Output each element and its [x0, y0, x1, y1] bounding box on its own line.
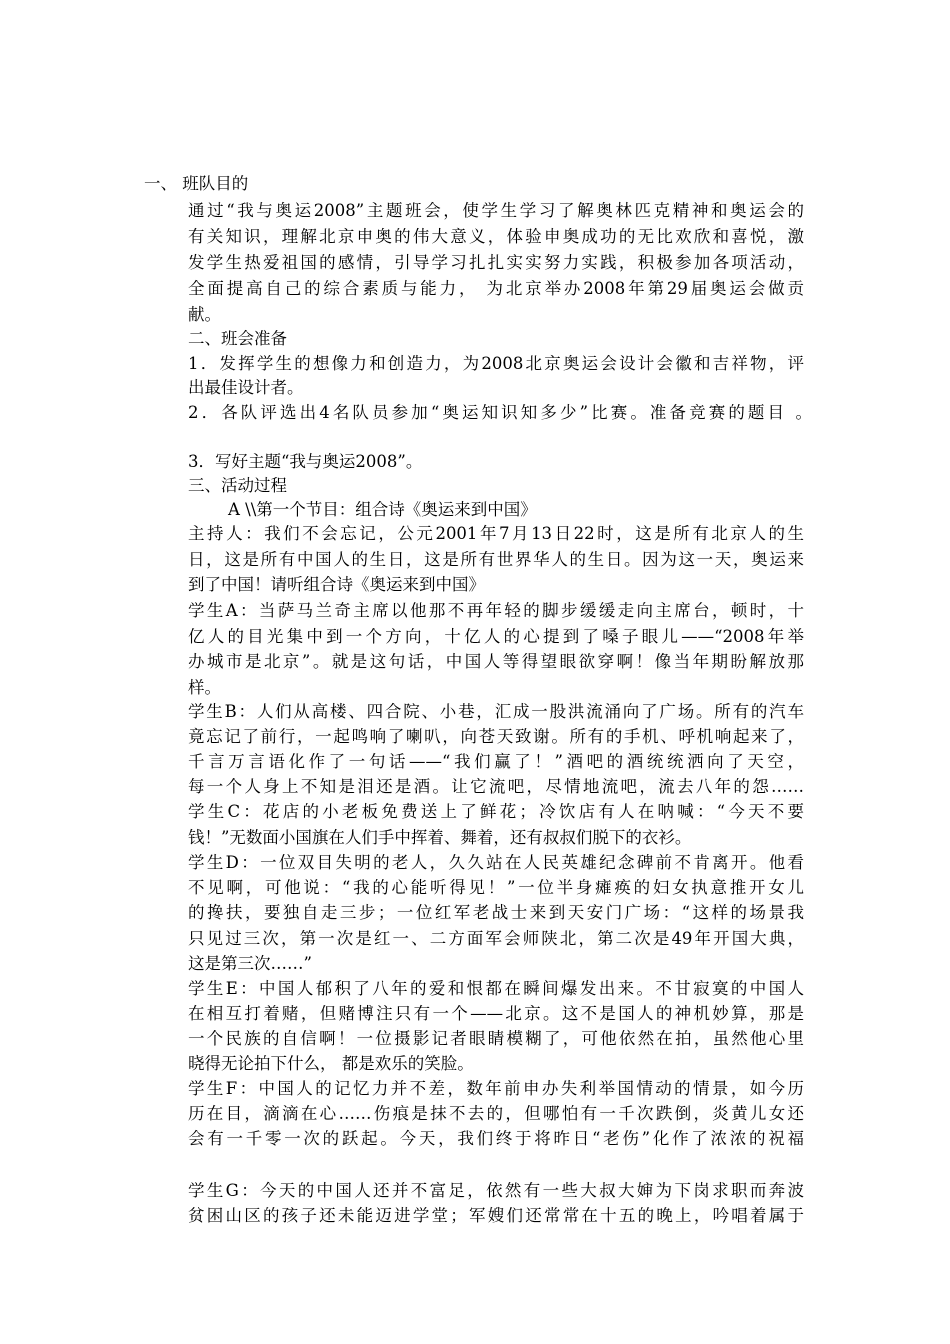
paragraph-line: 主持人：我们不会忘记，公元2001年7月13日22时，这是所有北京人的生 [188, 524, 804, 543]
section-2-heading: 二、班会准备 [188, 329, 287, 348]
paragraph-line: 办城市是北京”。就是这句话，中国人等得望眼欲穿啊！像当年期盼解放那 [188, 652, 804, 671]
paragraph-line: 亿人的目光集中到一个方向，十亿人的心提到了嗓子眼儿——“2008年举 [188, 627, 804, 646]
paragraph-line: 只见过三次，第一次是红一、二方面军会师陕北，第二次是49年开国大典， [188, 929, 804, 948]
paragraph-line: 学生B：人们从高楼、四合院、小巷，汇成一股洪流涌向了广场。所有的汽车 [188, 702, 804, 721]
paragraph-line: 学生E：中国人郁积了八年的爱和恨都在瞬间爆发出来。不甘寂寞的中国人 [188, 979, 804, 998]
paragraph-line: 样。 [188, 678, 221, 697]
paragraph-line: 钱！”无数面小国旗在人们手中挥着、舞着，还有叔叔们脱下的衣衫。 [188, 828, 692, 847]
paragraph-line: 1．发挥学生的想像力和创造力，为2008北京奥运会设计会徽和吉祥物，评 [188, 354, 804, 373]
paragraph-line: 出最佳设计者。 [188, 378, 304, 397]
paragraph-line: 会有一千零一次的跃起。今天，我们终于将昨日“老伤”化作了浓浓的祝福 [188, 1129, 804, 1148]
paragraph-line: 发学生热爱祖国的感情，引导学习扎扎实实努力实践，积极参加各项活动， [188, 253, 804, 272]
paragraph-line: 千言万言语化作了一句话——“我们赢了！”酒吧的酒统统洒向了天空， [188, 752, 804, 771]
paragraph-line: 学生D：一位双目失明的老人，久久站在人民英雄纪念碑前不肯离开。他看 [188, 853, 804, 872]
paragraph-line: 在相互打着赌，但赌博注只有一个——北京。这不是国人的神机妙算，那是 [188, 1004, 804, 1023]
paragraph-line: 晓得无论拍下什么， 都是欢乐的笑脸。 [188, 1054, 474, 1073]
paragraph-line: 贫困山区的孩子还未能迈进学堂；军嫂们还常常在十五的晚上，吟唱着属于 [188, 1206, 804, 1225]
paragraph-line: 献。 [188, 305, 221, 324]
paragraph-line: 日，这是所有中国人的生日，这是所有世界华人的生日。因为这一天，奥运来 [188, 550, 804, 569]
paragraph-line: 学生C：花店的小老板免费送上了鲜花；冷饮店有人在呐喊：“今天不要 [188, 802, 804, 821]
paragraph-line: 通过“我与奥运2008”主题班会，使学生学习了解奥林匹克精神和奥运会的 [188, 201, 804, 220]
paragraph-line: 有关知识，理解北京申奥的伟大意义，体验申奥成功的无比欢欣和喜悦，激 [188, 227, 804, 246]
paragraph-line: 到了中国！请听组合诗《奥运来到中国》 [188, 575, 485, 594]
paragraph-line: 竟忘记了前行，一起鸣响了喇叭，向苍天致谢。所有的手机、呼机响起来了， [188, 727, 804, 746]
program-title: A \\第一个节目：组合诗《奥运来到中国》 [228, 500, 537, 519]
section-1-heading: 一、 班队目的 [144, 174, 249, 193]
paragraph-line: 学生F：中国人的记忆力并不差，数年前申办失利举国情动的情景，如今历 [188, 1079, 804, 1098]
paragraph-line: 这是第三次……” [188, 954, 312, 973]
paragraph-line: 学生A：当萨马兰奇主席以他那不再年轻的脚步缓缓走向主席台，顿时，十 [188, 601, 804, 620]
paragraph-line: 2．各队评选出4名队员参加“奥运知识知多少”比赛。准备竞赛的题目 。 [188, 403, 812, 422]
paragraph-line: 全面提高自己的综合素质与能力， 为北京举办2008年第29届奥运会做贡 [188, 279, 804, 298]
paragraph-line: 不见啊，可他说：“我的心能听得见！”一位半身瘫痪的妇女执意推开女儿 [188, 878, 804, 897]
paragraph-line: 每一个人身上不知是泪还是酒。让它流吧，尽情地流吧，流去八年的怨…… [188, 777, 804, 796]
paragraph-line: 3．写好主题“我与奥运2008”。 [188, 452, 423, 471]
paragraph-line: 学生G：今天的中国人还并不富足，依然有一些大叔大婶为下岗求职而奔波 [188, 1181, 804, 1200]
section-3-heading: 三、活动过程 [188, 476, 287, 495]
paragraph-line: 的搀扶，要独自走三步；一位红军老战士来到天安门广场：“这样的场景我 [188, 903, 804, 922]
paragraph-line: 历在目，滴滴在心……伤痕是抹不去的，但哪怕有一千次跌倒，炎黄儿女还 [188, 1104, 804, 1123]
paragraph-line: 一个民族的自信啊！一位摄影记者眼睛模糊了，可他依然在拍，虽然他心里 [188, 1029, 804, 1048]
